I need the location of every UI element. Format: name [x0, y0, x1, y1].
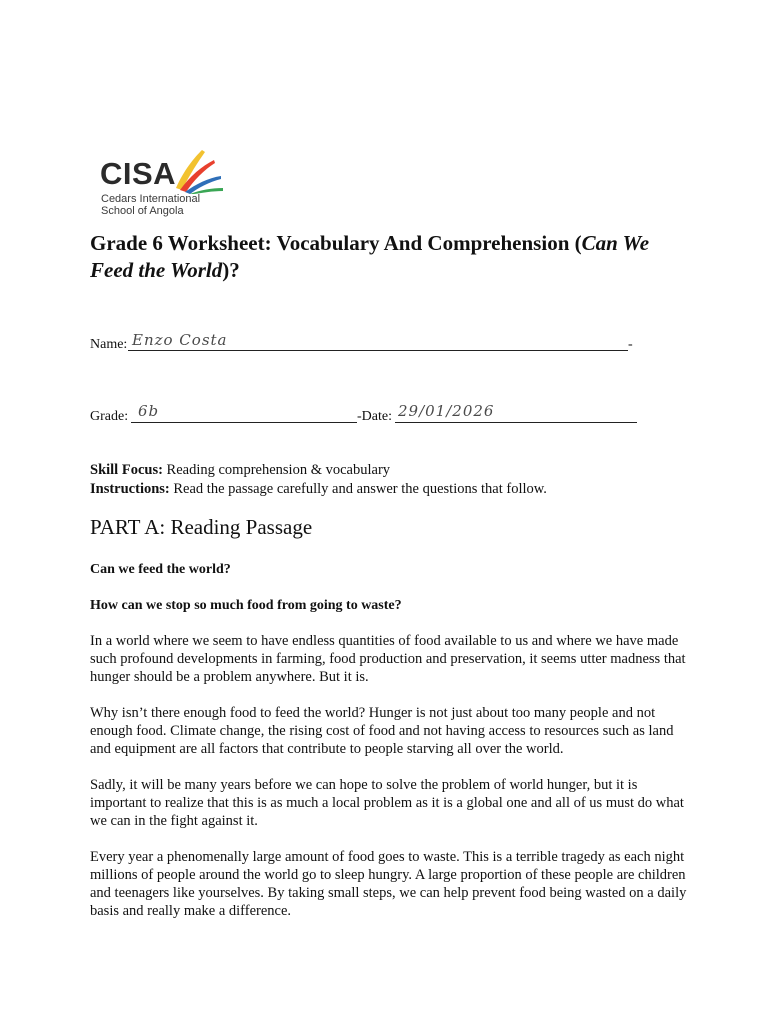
date-label: -Date: — [357, 409, 392, 424]
skill-focus-label: Skill Focus: — [90, 462, 163, 478]
grade-value: 6b — [138, 402, 160, 420]
grade-underline — [131, 422, 357, 423]
title-end: )? — [222, 258, 240, 282]
grade-label: Grade: — [90, 409, 129, 424]
instructions — [90, 480, 690, 498]
name-value: Enzo Costa — [132, 331, 228, 349]
passage-paragraph-3: Sadly, it will be many years before we can hope to solve the problem of world hunger, but it is important to realize that this is as much a local problem as it is a global one and all of us must do what we can in the fight against it. — [90, 777, 684, 829]
date-underline — [395, 422, 637, 423]
logo-line-1: Cedars International — [101, 193, 201, 205]
name-underline — [128, 350, 628, 351]
name-label: Name: — [90, 337, 128, 352]
logo-line-2: School of Angola — [101, 205, 184, 217]
school-logo — [100, 148, 225, 218]
title-italic: Can We Feed the World — [90, 231, 650, 282]
passage-question-1: Can we feed the world? — [90, 562, 231, 577]
worksheet-title — [90, 230, 690, 284]
logo-wordmark: CISA — [100, 156, 177, 191]
logo-fan-icon — [172, 148, 224, 194]
name-tail: - — [628, 337, 633, 352]
passage-paragraph-1: In a world where we seem to have endless quantities of food available to us and where we have made such profound developments in farming, food production and preservation, it seems utter madness that hunger should be a problem anywhere. But it is. — [90, 633, 686, 685]
title-main: Grade 6 Worksheet: Vocabulary And Comprehension ( — [90, 231, 582, 255]
part-a-heading: PART A: Reading Passage — [90, 515, 313, 539]
passage-paragraph-2: Why isn’t there enough food to feed the world? Hunger is not just about too many people and not enough food. Climate change, the rising cost of food and not having access to resources such as land and equipment are all factors that contribute to people starving all over the world. — [90, 705, 674, 757]
passage-question-2: How can we stop so much food from going to waste? — [90, 598, 402, 613]
instructions-label: Instructions: — [90, 481, 170, 497]
passage-paragraph-4: Every year a phenomenally large amount of food goes to waste. This is a terrible tragedy as each night millions of people around the world go to sleep hungry. A large proportion of these people are children and teenagers like yourselves. By taking small steps, we can help prevent food being wasted on a daily basis and really make a difference. — [90, 849, 687, 919]
skill-focus — [90, 461, 690, 479]
skill-focus-text: Reading comprehension & vocabulary — [162, 462, 391, 478]
instructions-text: Read the passage carefully and answer the questions that follow. — [169, 481, 547, 497]
date-value: 29/01/2026 — [398, 402, 495, 420]
